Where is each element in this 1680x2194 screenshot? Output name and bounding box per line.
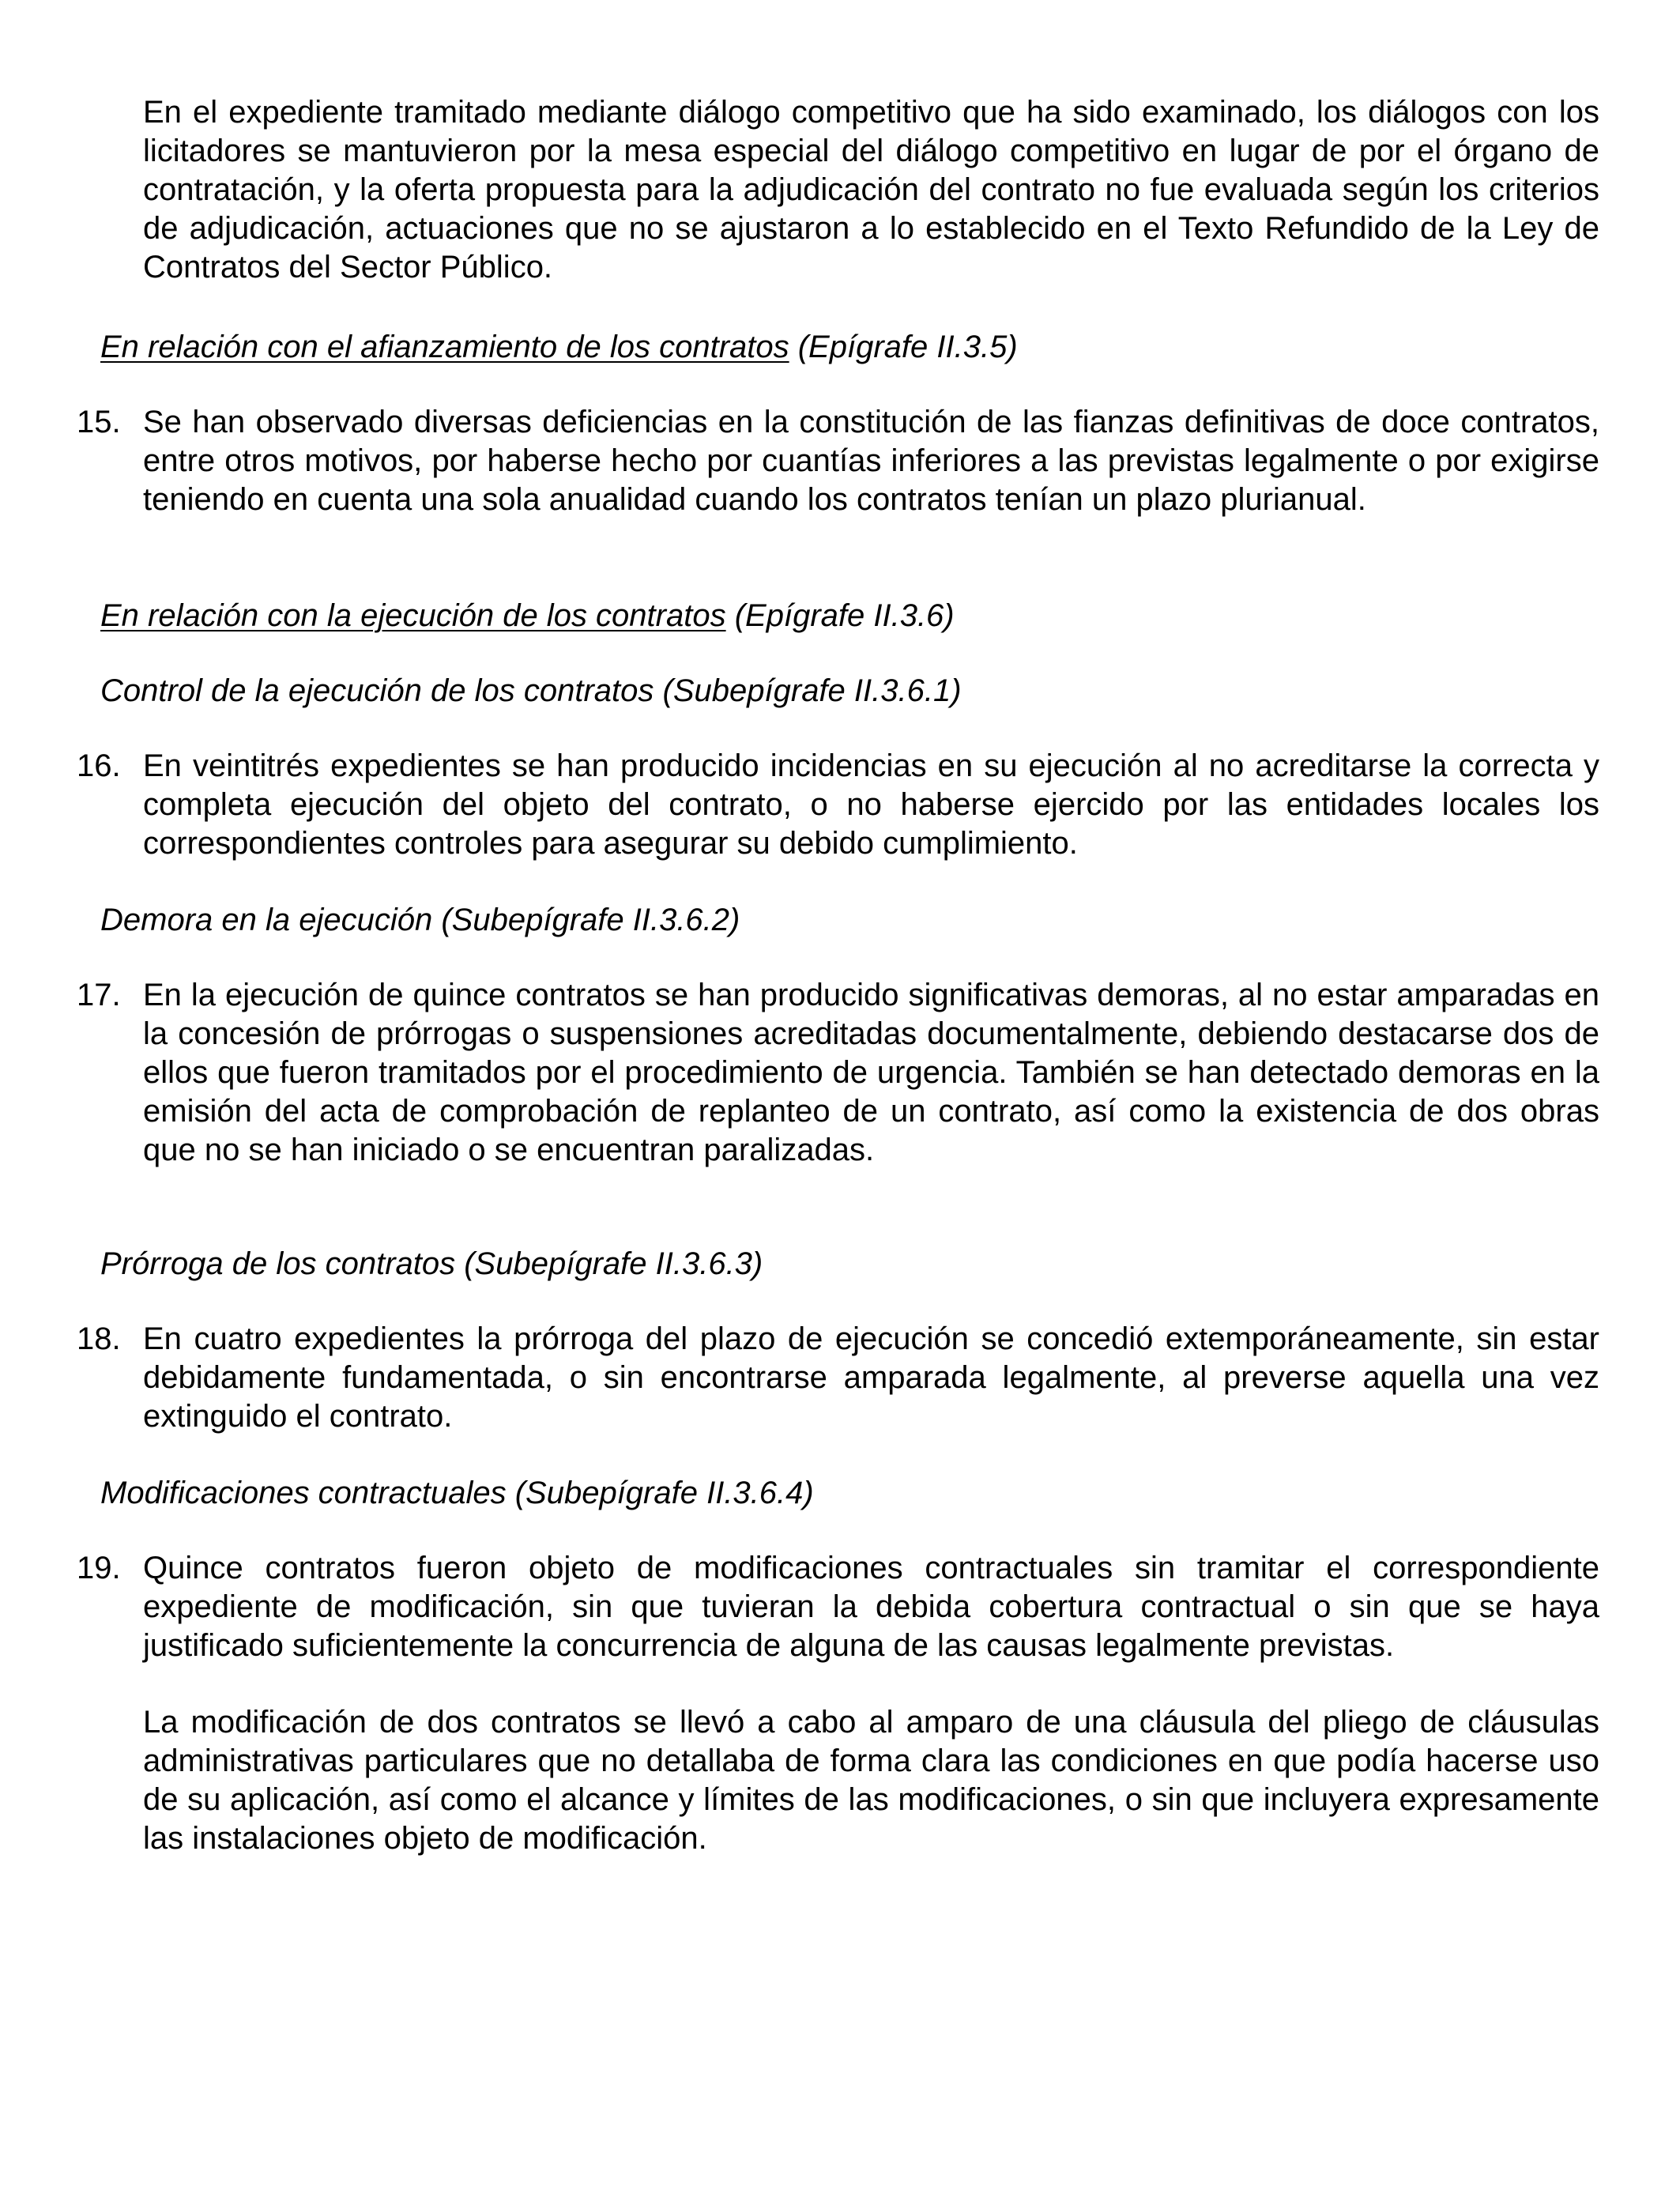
heading-afianzamiento-ref: (Epígrafe II.3.5) bbox=[789, 330, 1018, 364]
heading-ejecucion bbox=[100, 597, 1599, 635]
item-number-18: 18. bbox=[77, 1321, 121, 1356]
heading-demora: Demora en la ejecución (Subepígrafe II.3.6.2) bbox=[100, 903, 740, 937]
paragraph-19-continued: La modificación de dos contratos se llevó a cabo al amparo de una cláusula del pliego de cláusulas administrativas particulares que no detallaba de forma clara las condiciones en que podía hacerse uso de su aplicación, así como el alcance y límites de las modificaciones, o sin que incluyera expresamente las instalaciones objeto de modificación. bbox=[143, 1705, 1599, 1856]
paragraph-16: En veintitrés expedientes se han producido incidencias en su ejecución al no acreditarse la correcta y completa ejecución del objeto del contrato, o no haberse ejercido por las entidades locales los correspondientes controles para asegurar su debido cumplimiento. bbox=[143, 748, 1599, 861]
paragraph-18: En cuatro expedientes la prórroga del plazo de ejecución se concedió extemporáneamente, sin estar debidamente fundamentada, o sin encontrarse amparada legalmente, al preverse aquella una vez extinguido el contrato. bbox=[143, 1321, 1599, 1434]
item-number-15: 15. bbox=[77, 405, 121, 439]
heading-ejecucion-ref: (Epígrafe II.3.6) bbox=[725, 598, 955, 633]
paragraph-17: En la ejecución de quince contratos se han producido significativas demoras, al no estar amparadas en la concesión de prórrogas o suspensiones acreditadas documentalmente, debiendo destacarse dos de ellos que fueron tramitados por el procedimiento de urgencia. También se han detectado demoras en la emisión del acta de comprobación de replanteo de un contrato, así como la existencia de dos obras que no se han iniciado o se encuentran paralizadas. bbox=[143, 978, 1599, 1167]
heading-ejecucion-title: En relación con la ejecución de los contratos bbox=[100, 598, 726, 633]
heading-prorroga: Prórroga de los contratos (Subepígrafe II.3.6.3) bbox=[100, 1246, 763, 1281]
heading-afianzamiento bbox=[100, 328, 1599, 367]
item-number-19: 19. bbox=[77, 1551, 121, 1585]
heading-afianzamiento-title: En relación con el afianzamiento de los contratos bbox=[100, 330, 789, 364]
heading-control: Control de la ejecución de los contratos (Subepígrafe II.3.6.1) bbox=[100, 673, 962, 708]
heading-modificaciones: Modificaciones contractuales (Subepígrafe II.3.6.4) bbox=[100, 1476, 814, 1510]
paragraph-19: Quince contratos fueron objeto de modificaciones contractuales sin tramitar el correspondiente expediente de modificación, sin que tuvieran la debida cobertura contractual o sin que se haya justificado suficientemente la concurrencia de alguna de las causas legalmente previstas. bbox=[143, 1551, 1599, 1663]
paragraph-15: Se han observado diversas deficiencias en la constitución de las fianzas definitivas de doce contratos, entre otros motivos, por haberse hecho por cuantías inferiores a las previstas legalmente o por exigirse teniendo en cuenta una sola anualidad cuando los contratos tenían un plazo plurianual. bbox=[143, 405, 1599, 517]
item-number-17: 17. bbox=[77, 978, 121, 1012]
item-number-16: 16. bbox=[77, 748, 121, 783]
paragraph-intro: En el expediente tramitado mediante diálogo competitivo que ha sido examinado, los diálogos con los licitadores se mantuvieron por la mesa especial del diálogo competitivo en lugar de por el órgano de contratación, y la oferta propuesta para la adjudicación del contrato no fue evaluada según los criterios de adjudicación, actuaciones que no se ajustaron a lo establecido en el Texto Refundido de la Ley de Contratos del Sector Público. bbox=[143, 95, 1599, 285]
